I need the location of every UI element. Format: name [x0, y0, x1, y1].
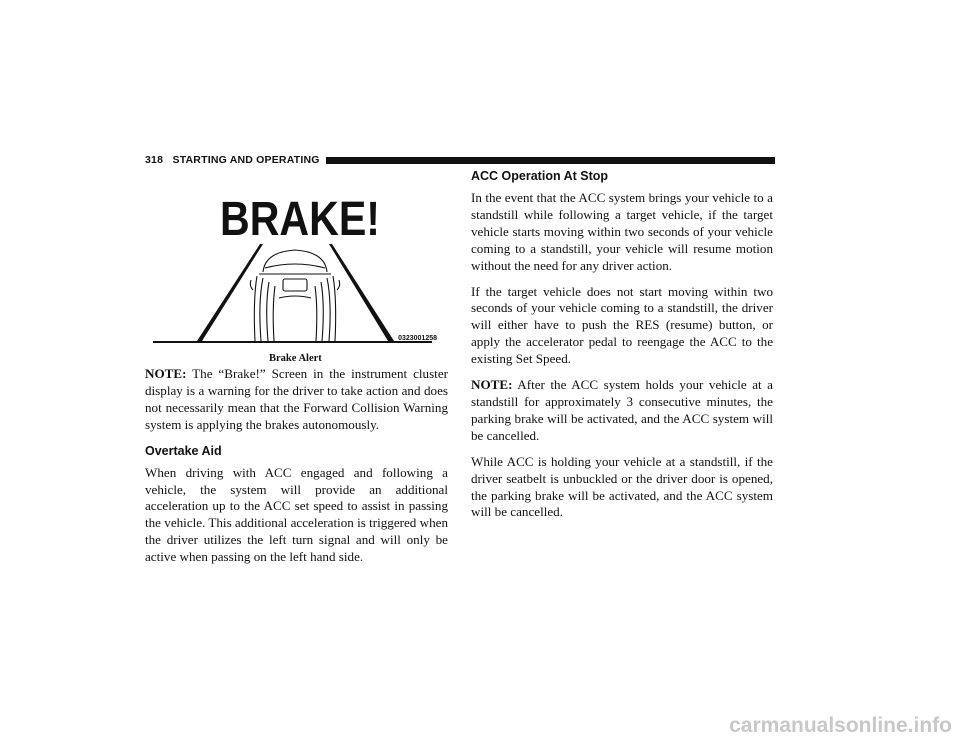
acc-stop-heading: ACC Operation At Stop — [471, 169, 609, 183]
note-label: NOTE: — [145, 366, 187, 381]
page-header — [145, 153, 775, 167]
figure-baseline — [153, 341, 432, 343]
left-column — [145, 190, 448, 575]
brake-alert-text: BRAKE! — [220, 193, 380, 246]
section-title: STARTING AND OPERATING — [172, 154, 320, 166]
note-label: NOTE: — [471, 377, 513, 393]
watermark: carmanualsonline.info — [729, 714, 952, 737]
right-column — [471, 168, 773, 530]
header-rule — [326, 157, 775, 164]
image-code: 0323001258 — [398, 335, 437, 342]
brake-alert-figure — [145, 190, 448, 366]
header-label — [145, 154, 320, 166]
overtake-aid-paragraph: When driving with ACC engaged and following a vehicle, the system will provide an additional acceleration up to the ACC set speed to assist in passing the vehicle. This additional acceleration is triggered when the driver utilizes the left turn signal and will only be active when passing on the left hand side. — [145, 464, 448, 565]
car-icon — [250, 250, 339, 341]
acc-stop-paragraph-3: While ACC is holding your vehicle at a standstill, if the driver seatbelt is unbuckled or the driver door is opened, the parking brake will be activated, and the ACC system will be cancelled. — [471, 453, 773, 520]
left-lane-line — [197, 244, 263, 341]
acc-stop-paragraph-2: If the target vehicle does not start moving within two seconds of your vehicle coming to a standstill, the driver will either have to push the RES (resume) button, or apply the accelerator pedal to reengage the ACC to the existing Set Speed. — [471, 283, 773, 367]
note-text: The “Brake!” Screen in the instrument cluster display is a warning for the driver to take action and does not necessarily mean that the Forward Collision Warning system is applying the brakes autonomously. — [145, 366, 448, 432]
brake-alert-illustration — [145, 190, 448, 350]
right-lane-line — [329, 244, 394, 341]
acc-stop-note — [471, 377, 773, 445]
overtake-aid-heading: Overtake Aid — [145, 443, 222, 458]
note-paragraph — [145, 366, 448, 434]
page-number: 318 — [145, 154, 164, 166]
figure-caption: Brake Alert — [269, 353, 322, 364]
note-text: After the ACC system holds your vehicle at a standstill for approximately 3 consecutive minutes, the parking brake will be activated, and the ACC system will be cancelled. — [471, 377, 773, 443]
acc-stop-paragraph-1: In the event that the ACC system brings your vehicle to a standstill while following a target vehicle, if the target vehicle starts moving within two seconds of your vehicle coming to a standstill, your vehicle will resume motion without the need for any driver action. — [471, 190, 773, 273]
